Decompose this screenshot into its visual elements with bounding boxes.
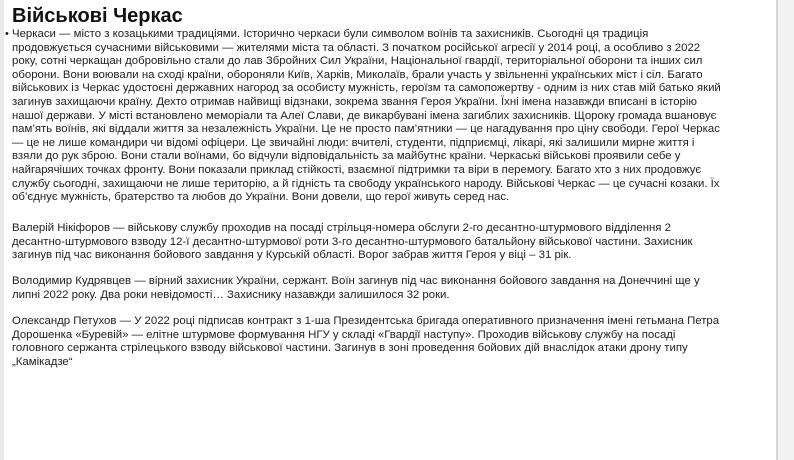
left-edge-bar bbox=[0, 0, 4, 460]
bullet-marker: • bbox=[5, 28, 9, 40]
right-scroll-gutter[interactable] bbox=[776, 0, 794, 460]
intro-paragraph: Черкаси — місто з козацькими традиціями. Історично черкаси були символом воїнів та захисників. Сьогодні ця традиція продовжується сучасними військовими — жителями міста та області. З початком російської агресії у 2014 році, а особливо з 2022 року, сотні черкащан добровільно стали до лав Збройних Сил України, Національної гвардії, територіальної оборони та інших сил оборони. Вони воювали на сході країни, обороняли Київ, Харків, Миколаїв, брали участь у звільненні українських міст і сіл. Багато військових із Черкас удостоєні державних нагород за особисту мужність, героїзм та самопожертву - одним із них став мій батько який загинув захищаючи країну. Дехто отримав найвищі відзнаки, зокрема звання Героя України. Їхні імена назавжди вписані в історію нашої держави. У місті встановлено меморіали та Алеї Слави, де викарбувані імена загиблих захисників. Щороку громада вшановує пам’ять воїнів, які віддали життя за незалежність України. Це не просто пам’ятники — це нагадування про ціну свободи. Герої Черкас — це не лише командири чи відомі офіцери. Це звичайні люди: вчителі, студенти, підприємці, лікарі, які залишили мирне життя і взяли до рук зброю. Вони стали воїнами, бо відчули відповідальність за майбутнє країни. Черкаські військові проявили себе у найгарячіших точках фронту. Вони показали приклад стійкості, взаємної підтримки та віри в перемогу. Багато хто з них продовжує службу сьогодні, захищаючи не лише територію, а й гідність та свободу українського народу. Військові Черкас — це сучасні козаки. Їх об’єднує мужність, братерство та любов до України. Вони довели, що герої живуть серед нас. bbox=[12, 28, 721, 204]
page-title: Військові Черкас bbox=[12, 5, 183, 27]
soldier-paragraph-kudriavtsev: Володимир Кудрявцев — вірний захисник України, сержант. Воїн загинув під час виконання бойового завдання на Донеччині ще у липні 2022 року. Два роки невідомості… Захиснику назавжди залишилося 32 роки. bbox=[12, 275, 700, 301]
soldier-paragraph-petukhov: Олександр Петухов — У 2022 році підписав контракт з 1-ша Президентська бригада оперативного призначення імені гетьмана Петра Дорошенка «Буревій» — елітне штурмове формування НГУ у складі «Гвардії наступу». Проходив військову службу на посаді головного сержанта стрілецького взводу військової частини. Загинув в зоні проведення бойових дій внаслідок атаки дрону типу „Камікадзе“ bbox=[12, 315, 720, 368]
soldier-paragraph-nikiforov: Валерій Нікіфоров — військову службу проходив на посаді стрільця-номера обслуги 2-го десантно-штурмового відділення 2 десантно-штурмового взводу 12-ї десантно-штурмової роти 3-го десантно-штурмового батальйону військової частини. Захисник загинув під час виконання бойового завдання у Курській області. Ворог забрав життя Героя у віці – 31 рік. bbox=[12, 222, 693, 262]
gutter-divider bbox=[776, 0, 778, 460]
